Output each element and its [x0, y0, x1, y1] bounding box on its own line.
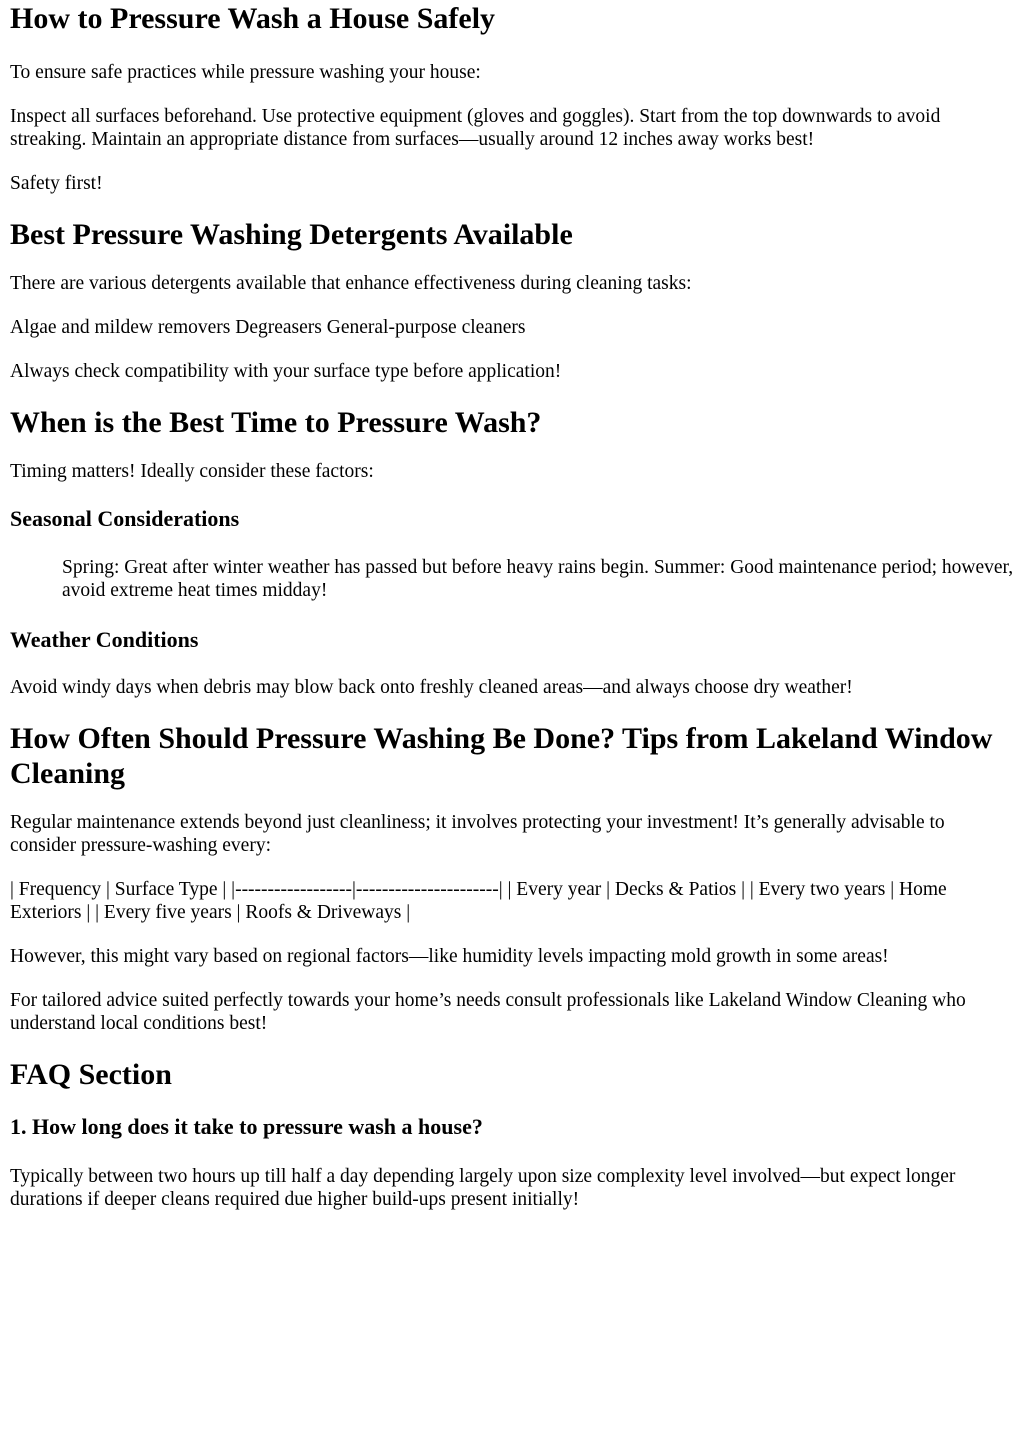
paragraph-frequency-table: | Frequency | Surface Type | |------------------|----------------------| | Every year | Decks & Patios | | Every two years | Home Exteriors | | Every five years | Roofs & Driveways |	[10, 879, 947, 923]
faq-answer-1: Typically between two hours up till half a day depending largely upon size complexity level involved—but expect longer durations if deeper cleans required due higher build-ups present initially!	[10, 1166, 956, 1210]
faq-question-1: 1. How long does it take to pressure wash a house?	[10, 1114, 483, 1139]
paragraph-safety-intro: To ensure safe practices while pressure washing your house:	[10, 62, 481, 83]
paragraph-detergents-closing: Always check compatibility with your surface type before application!	[10, 361, 562, 382]
paragraph-weather: Avoid windy days when debris may blow back onto freshly cleaned areas—and always choose dry weather!	[10, 677, 853, 698]
paragraph-seasonal: Spring: Great after winter weather has passed but before heavy rains begin. Summer: Good maintenance period; however, avoid extreme heat times midday!	[62, 557, 1014, 601]
paragraph-frequency-intro: Regular maintenance extends beyond just cleanliness; it involves protecting your investment! It’s generally advisable to consider pressure-washing every:	[10, 812, 945, 856]
paragraph-safety-steps: Inspect all surfaces beforehand. Use protective equipment (gloves and goggles). Start from the top downwards to avoid streaking. Maintain an appropriate distance from surfaces—usually around 12 inches away works best!	[10, 106, 941, 150]
paragraph-timing-intro: Timing matters! Ideally consider these factors:	[10, 461, 374, 482]
heading-faq: FAQ Section	[10, 1058, 172, 1091]
heading-best-detergents: Best Pressure Washing Detergents Available	[10, 218, 573, 251]
subheading-seasonal: Seasonal Considerations	[10, 506, 240, 531]
heading-best-time: When is the Best Time to Pressure Wash?	[10, 406, 542, 439]
paragraph-safety-first: Safety first!	[10, 173, 103, 194]
subheading-weather: Weather Conditions	[10, 627, 199, 652]
paragraph-detergents-list: Algae and mildew removers Degreasers General-purpose cleaners	[10, 317, 526, 338]
paragraph-tailored-advice: For tailored advice suited perfectly towards your home’s needs consult professionals like Lakeland Window Cleaning who understand local conditions best!	[10, 990, 966, 1034]
heading-pressure-wash-safely: How to Pressure Wash a House Safely	[10, 2, 496, 35]
heading-how-often: How Often Should Pressure Washing Be Done? Tips from Lakeland Window Cleaning	[10, 722, 993, 790]
paragraph-regional-note: However, this might vary based on regional factors—like humidity levels impacting mold growth in some areas!	[10, 946, 889, 967]
paragraph-detergents-intro: There are various detergents available that enhance effectiveness during cleaning tasks:	[10, 273, 692, 294]
